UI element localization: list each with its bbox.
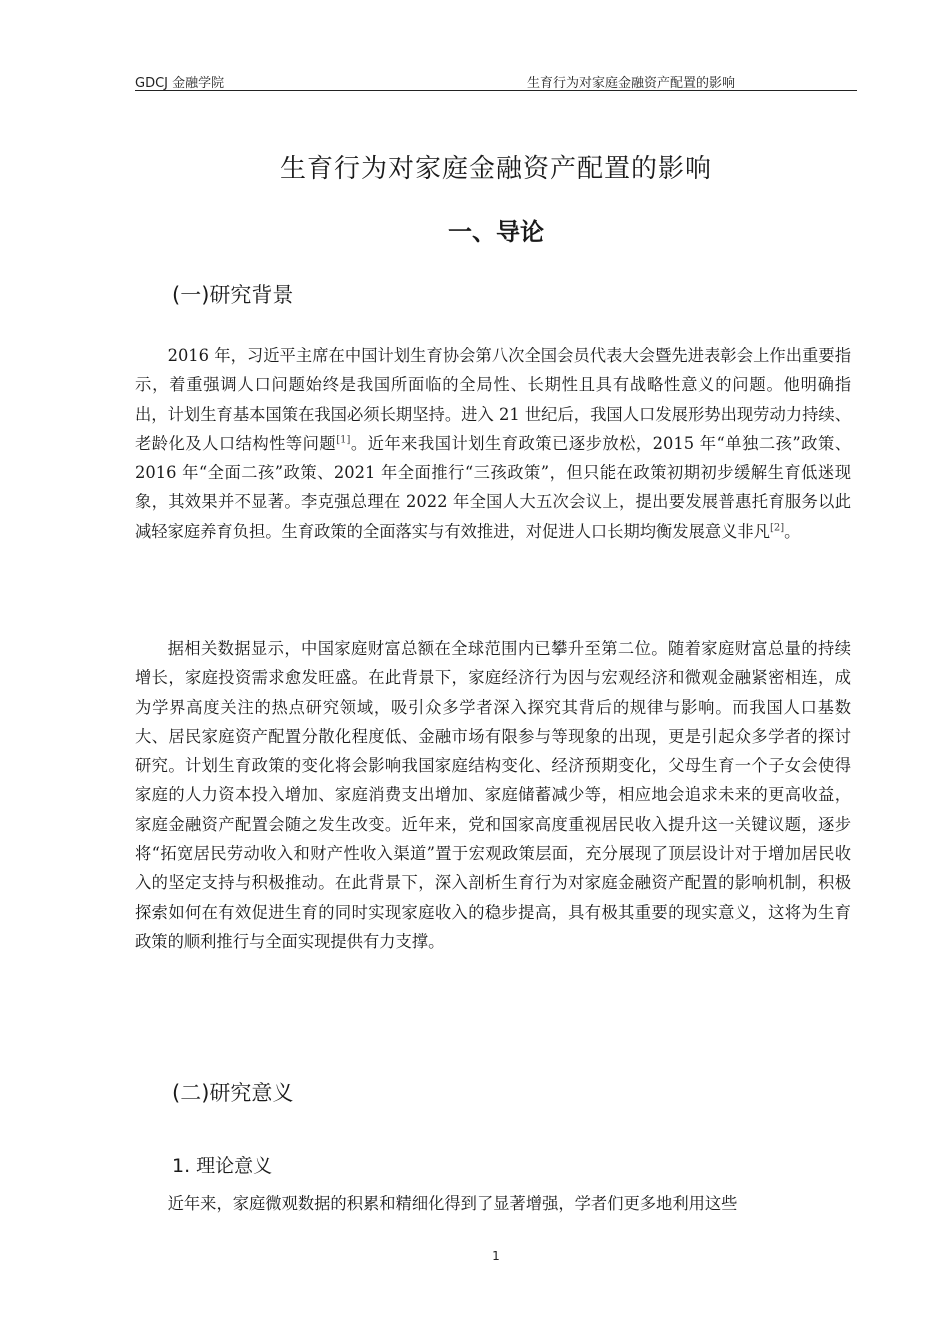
page-header: [135, 70, 857, 91]
chapter-heading: 一、导论: [448, 218, 544, 246]
section-heading-background: (一)研究背景: [172, 283, 294, 307]
citation-ref-2[interactable]: [2]: [769, 522, 785, 534]
subsection-heading-theory: 1. 理论意义: [172, 1155, 273, 1177]
header-title: 生育行为对家庭金融资产配置的影响: [526, 76, 735, 91]
paragraph-text: 。: [784, 521, 801, 541]
paper-title: 生育行为对家庭金融资产配置的影响: [279, 154, 712, 184]
paragraph-background-2: 据相关数据显示，中国家庭财富总额在全球范围内已攀升至第二位。随着家庭财富总量的持续增长，家庭投资需求愈发旺盛。在此背景下，家庭经济行为因与宏观经济和微观金融紧密相连，成为学界高度关注的热点研究领域，吸引众多学者深入探究其背后的规律与影响。而我国人口基数大、居民家庭资产配置分散化程度低、金融市场有限参与等现象的出现，更是引起众多学者的探讨研究。计划生育政策的变化将会影响我国家庭结构变化、经济预期变化，父母生育一个子女会使得家庭的人力资本投入增加、家庭消费支出增加、家庭储蓄减少等，相应地会追求未来的更高收益，家庭金融资产配置会随之发生改变。近年来，党和国家高度重视居民收入提升这一关键议题，逐步将“拓宽居民劳动收入和财产性收入渠道”置于宏观政策层面，充分展现了顶层设计对于增加居民收入的坚定支持与积极推动。在此背景下，深入剖析生育行为对家庭金融资产配置的影响机制，积极探索如何在有效促进生育的同时实现家庭收入的稳步提高，具有极其重要的现实意义，这将为生育政策的顺利推行与全面实现提供有力支撑。: [135, 639, 851, 951]
paragraph-background-1: [135, 341, 851, 546]
paragraph-text: 。近年来我国计划生育政策已逐步放松，2015 年“单独二孩”政策、2016 年“全面二孩”政策、2021 年全面推行“三孩政策”，但只能在政策初期初步缓解生育低迷现象，其效果并不显著。李克强总理在 2022 年全国人大五次会议上，提出要发展普惠托育服务以此减轻家庭养育负担。生育政策的全面落实与有效推进，对促进人口长期均衡发展意义非凡: [135, 433, 851, 541]
header-institution: GDCJ 金融学院: [135, 76, 225, 91]
section-heading-significance: (二)研究意义: [172, 1081, 294, 1105]
page-number: 1: [492, 1249, 500, 1263]
paragraph-theory-1: 近年来，家庭微观数据的积累和精细化得到了显著增强，学者们更多地利用这些: [167, 1194, 738, 1213]
paragraph-text: 2016 年，习近平主席在中国计划生育协会第八次全国会员代表大会暨先进表彰会上作出重要指示，着重强调人口问题始终是我国所面临的全局性、长期性且具有战略性意义的问题。他明确指出，计划生育基本国策在我国必须长期坚持。进入 21 世纪后，我国人口发展形势出现劳动力持续、老龄化及人口结构性等问题: [135, 346, 851, 453]
citation-ref-1[interactable]: [1]: [336, 434, 351, 446]
